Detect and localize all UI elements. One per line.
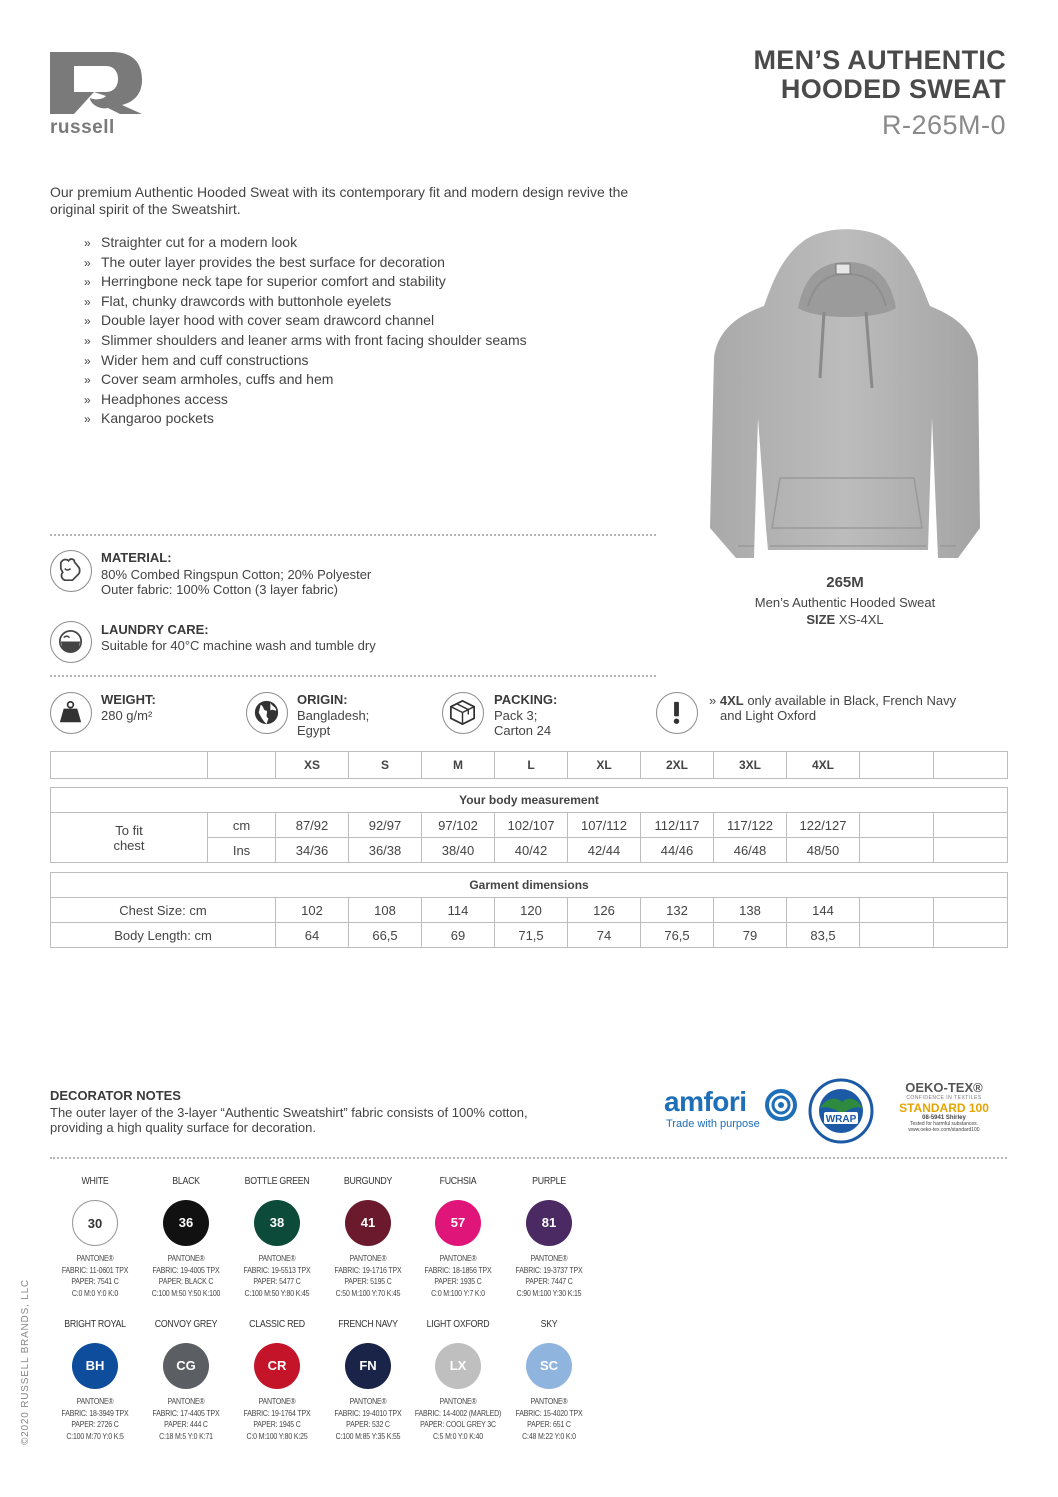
box-icon xyxy=(442,692,484,734)
list-item: » Flat, chunky drawcords with buttonhole eyelets xyxy=(84,292,392,309)
swatch-circle: BH xyxy=(72,1343,118,1389)
swatch-pantone-info: PANTONE® FABRIC: 19-4010 TPX PAPER: 532 C C:100 M:85 Y:35 K:55 xyxy=(334,1396,402,1441)
garment-dimensions-table xyxy=(50,872,1008,948)
globe-icon xyxy=(246,692,288,734)
swatch-name: LIGHT OXFORD xyxy=(426,1319,490,1330)
laundry-text: Suitable for 40°C machine wash and tumble dry xyxy=(101,638,376,653)
swatch-name: FUCHSIA xyxy=(439,1176,477,1187)
table-heading: Your body measurement xyxy=(51,788,1008,813)
swatch-pantone-info: PANTONE® FABRIC: 19-3737 TPX PAPER: 7447 C C:90 M:100 Y:30 K:15 xyxy=(515,1253,583,1298)
decorator-notes-text: The outer layer of the 3-layer “Authentic Sweatshirt” fabric consists of 100% cotton, providing a high quality surface for decoration. xyxy=(50,1105,528,1135)
size-cell: 4XL xyxy=(787,752,860,779)
swatch-pantone-info: PANTONE® FABRIC: 11-0601 TPX PAPER: 7541 C C:0 M:0 Y:0 K:0 xyxy=(61,1253,129,1298)
material-label: MATERIAL: xyxy=(101,550,172,565)
swatch-pantone-info: PANTONE® FABRIC: 14-4002 (MARLED) PAPER: COOL GREY 3C C:5 M:0 Y:0 K:40 xyxy=(414,1396,502,1441)
swatch-pantone-info: PANTONE® FABRIC: 19-4005 TPX PAPER: BLACK C C:100 M:50 Y:50 K:100 xyxy=(151,1253,221,1298)
list-item: » Double layer hood with cover seam drawcord channel xyxy=(84,312,435,329)
divider xyxy=(50,534,656,536)
swatch-pantone-info: PANTONE® FABRIC: 19-1716 TPX PAPER: 5195 C C:50 M:100 Y:70 K:45 xyxy=(334,1253,402,1298)
table-heading: Garment dimensions xyxy=(51,873,1008,898)
list-item: » Cover seam armholes, cuffs and hem xyxy=(84,371,334,388)
size-cell: 2XL xyxy=(641,752,714,779)
unit-cell: cm xyxy=(208,813,276,838)
packing-label: PACKING: xyxy=(494,692,558,707)
product-caption-size: SIZE XS-4XL xyxy=(806,612,884,627)
material-icon xyxy=(50,550,92,592)
divider xyxy=(50,1157,1007,1159)
table-row: Body Length: cm 64 66,5 69 71,5 74 76,5 79 83,5 xyxy=(51,923,1008,948)
swatch-name: BOTTLE GREEN xyxy=(244,1176,310,1187)
origin-text-2: Egypt xyxy=(297,723,331,738)
size-cell: XL xyxy=(568,752,641,779)
swatch-circle: 81 xyxy=(526,1200,572,1246)
weight-label: WEIGHT: xyxy=(101,692,156,707)
logo-wordmark: russell xyxy=(50,117,115,138)
decorator-notes-label: DECORATOR NOTES xyxy=(50,1088,181,1103)
oeko-tex-logo: OEKO-TEX® CONFIDENCE IN TEXTILES STANDARD 100 08-5941 Shirley Tested for harmful substances. www.oeko-tex.com/standard100 xyxy=(899,1080,989,1133)
list-item: » Wider hem and cuff constructions xyxy=(84,351,309,368)
weight-value: 280 g/m² xyxy=(101,708,153,723)
size-cell: 3XL xyxy=(714,752,787,779)
amfori-logo: amfori Trade with purpose xyxy=(664,1086,799,1136)
table-row: To fit chest cm 87/92 92/97 97/102 102/107 107/112 112/117 117/122 122/127 xyxy=(51,813,1008,838)
swatch-circle: 38 xyxy=(254,1200,300,1246)
swatch-pantone-info: PANTONE® FABRIC: 19-1764 TPX PAPER: 1945 C C:0 M:100 Y:80 K:25 xyxy=(243,1396,311,1441)
size-cell: L xyxy=(495,752,568,779)
material-text-1: 80% Combed Ringspun Cotton; 20% Polyester xyxy=(101,567,372,582)
laundry-icon xyxy=(50,621,92,663)
swatch-pantone-info: PANTONE® FABRIC: 18-1856 TPX PAPER: 1935 C C:0 M:100 Y:7 K:0 xyxy=(424,1253,492,1298)
size-cell: S xyxy=(349,752,422,779)
size-note: » 4XL only available in Black, French Navy xyxy=(709,693,957,708)
packing-text-1: Pack 3; xyxy=(494,708,538,723)
weight-icon xyxy=(50,692,92,734)
swatch-name: CLASSIC RED xyxy=(249,1319,305,1330)
swatch-pantone-info: PANTONE® FABRIC: 18-3949 TPX PAPER: 2726 C C:100 M:70 Y:0 K:5 xyxy=(61,1396,129,1441)
swatch-name: SKY xyxy=(540,1319,558,1330)
wrap-logo xyxy=(806,1078,876,1144)
origin-text-1: Bangladesh; xyxy=(297,708,370,723)
list-item: » Slimmer shoulders and leaner arms with front facing shoulder seams xyxy=(84,331,527,348)
size-cell: XS xyxy=(276,752,349,779)
list-item: » Headphones access xyxy=(84,390,228,407)
table-row: Chest Size: cm 102 108 114 120 126 132 138 144 xyxy=(51,898,1008,923)
product-caption-name: Men’s Authentic Hooded Sweat xyxy=(754,595,936,610)
swatch-circle: 36 xyxy=(163,1200,209,1246)
exclamation-icon xyxy=(656,692,698,734)
size-note-line2: and Light Oxford xyxy=(720,708,817,723)
product-code: R-265M-0 xyxy=(881,110,1006,140)
material-text-2: Outer fabric: 100% Cotton (3 layer fabric) xyxy=(101,582,338,597)
svg-text:WRAP: WRAP xyxy=(825,1114,857,1125)
swatch-name: PURPLE xyxy=(532,1176,566,1187)
size-header-table xyxy=(50,751,1008,779)
packing-text-2: Carton 24 xyxy=(494,723,552,738)
swatch-name: BURGUNDY xyxy=(343,1176,393,1187)
swatch-pantone-info: PANTONE® FABRIC: 15-4020 TPX PAPER: 651 C C:48 M:22 Y:0 K:0 xyxy=(515,1396,583,1441)
swatch-name: BLACK xyxy=(172,1176,200,1187)
product-title: MEN’S AUTHENTIC HOODED SWEAT xyxy=(753,45,1006,104)
origin-label: ORIGIN: xyxy=(297,692,348,707)
row-label: Chest Size: cm xyxy=(51,898,276,923)
swatch-name: CONVOY GREY xyxy=(154,1319,218,1330)
swatch-name: WHITE xyxy=(81,1176,109,1187)
swatch-circle: LX xyxy=(435,1343,481,1389)
swatch-name: BRIGHT ROYAL xyxy=(64,1319,126,1330)
product-caption-code: 265M xyxy=(826,574,864,591)
list-item: » Herringbone neck tape for superior comfort and stability xyxy=(84,273,446,290)
list-item: » The outer layer provides the best surface for decoration xyxy=(84,253,445,270)
table-row: Ins 34/36 36/38 38/40 40/42 42/44 44/46 46/48 48/50 xyxy=(51,838,1008,863)
swatch-circle: CR xyxy=(254,1343,300,1389)
swatch-pantone-info: PANTONE® FABRIC: 19-5513 TPX PAPER: 5477 C C:100 M:50 Y:80 K:45 xyxy=(243,1253,311,1298)
swatch-circle: CG xyxy=(163,1343,209,1389)
swatch-pantone-info: PANTONE® FABRIC: 17-4405 TPX PAPER: 444 C C:18 M:5 Y:0 K:71 xyxy=(152,1396,220,1441)
hoodie-image xyxy=(708,228,986,564)
list-item: » Straighter cut for a modern look xyxy=(84,234,298,250)
row-label: Body Length: cm xyxy=(51,923,276,948)
body-measurement-table xyxy=(50,787,1008,863)
row-label: To fit chest xyxy=(51,813,208,863)
unit-cell: Ins xyxy=(208,838,276,863)
laundry-label: LAUNDRY CARE: xyxy=(101,622,209,637)
feature-list xyxy=(84,233,527,429)
swatch-circle: 30 xyxy=(72,1200,118,1246)
size-cell: M xyxy=(422,752,495,779)
copyright-text: ©2020 RUSSELL BRANDS, LLC xyxy=(20,1279,31,1445)
swatch-circle: 41 xyxy=(345,1200,391,1246)
swatch-name: FRENCH NAVY xyxy=(338,1319,398,1330)
product-intro: Our premium Authentic Hooded Sweat with its contemporary fit and modern design revive the original spirit of the Sweatshirt. xyxy=(50,184,629,217)
swatch-circle: FN xyxy=(345,1343,391,1389)
swatch-circle: 57 xyxy=(435,1200,481,1246)
amfori-mark-icon xyxy=(764,1088,798,1122)
swatch-circle: SC xyxy=(526,1343,572,1389)
divider xyxy=(50,675,656,677)
list-item: » Kangaroo pockets xyxy=(84,410,214,427)
